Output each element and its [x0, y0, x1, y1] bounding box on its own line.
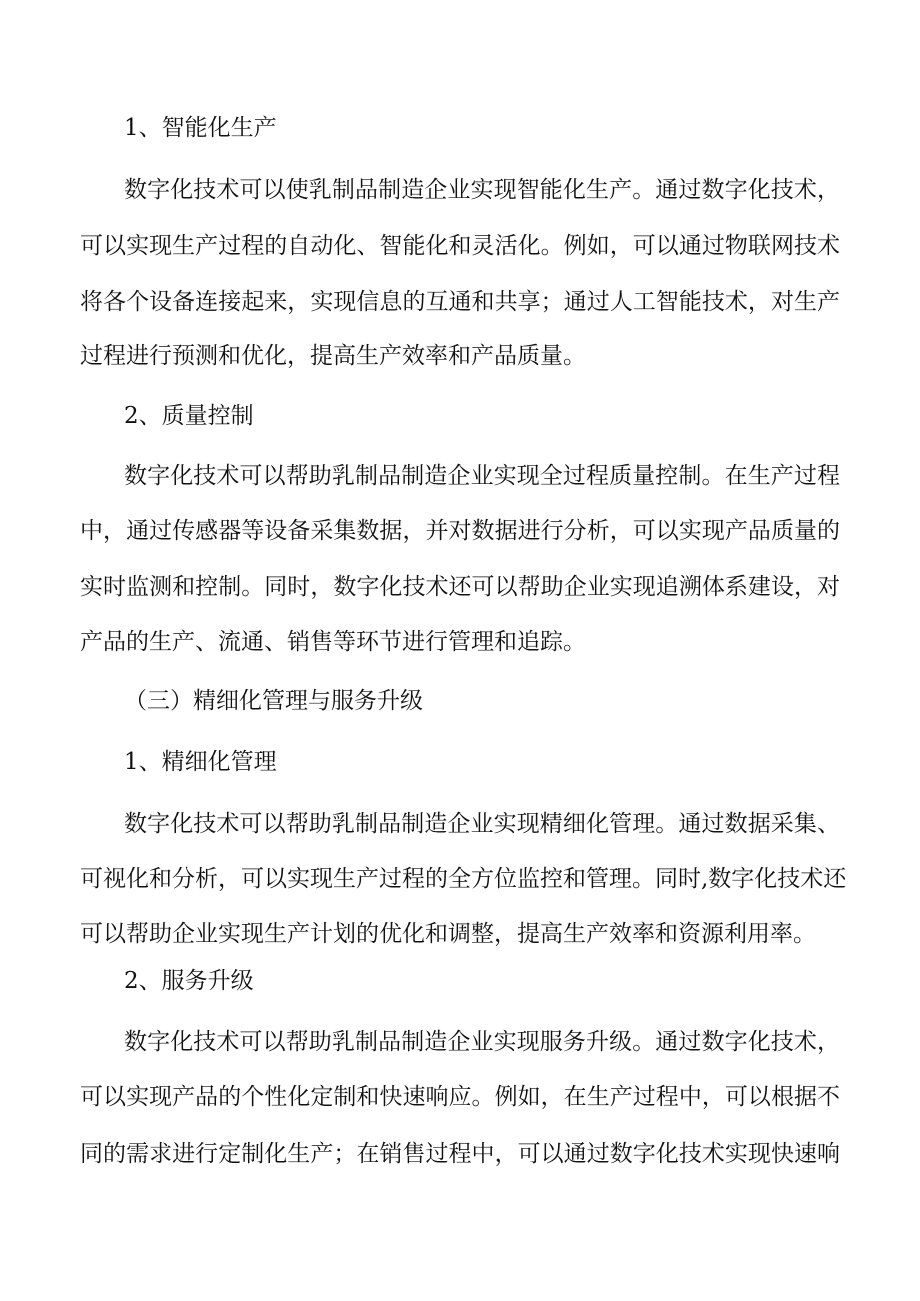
paragraph-line: 可以帮助企业实现生产计划的优化和调整，提高生产效率和资源利用率。 — [80, 921, 816, 947]
subsection-title: （三）精细化管理与服务升级 — [124, 688, 423, 714]
paragraph-line: 数字化技术可以帮助乳制品制造企业实现全过程质量控制。在生产过程 — [124, 463, 840, 489]
paragraph-line: 产品的生产、流通、销售等环节进行管理和追踪。 — [80, 629, 586, 655]
heading-quality-control: 2、质量控制 — [124, 403, 254, 429]
paragraph-line: 可以实现生产过程的自动化、智能化和灵活化。例如，可以通过物联网技术 — [80, 233, 840, 259]
heading-refined-management: 1、精细化管理 — [124, 749, 277, 775]
heading-intelligent-production: 1、智能化生产 — [124, 115, 277, 141]
paragraph-line: 将各个设备连接起来，实现信息的互通和共享；通过人工智能技术，对生产 — [80, 289, 840, 315]
paragraph-line: 同的需求进行定制化生产；在销售过程中，可以通过数字化技术实现快速响 — [80, 1141, 840, 1167]
heading-service-upgrade: 2、服务升级 — [124, 968, 254, 994]
paragraph-line: 过程进行预测和优化，提高生产效率和产品质量。 — [80, 343, 586, 369]
paragraph-line: 数字化技术可以帮助乳制品制造企业实现精细化管理。通过数据采集、 — [124, 811, 840, 837]
paragraph-line: 中，通过传感器等设备采集数据，并对数据进行分析，可以实现产品质量的 — [80, 518, 840, 544]
paragraph-line: 可以实现产品的个性化定制和快速响应。例如，在生产过程中，可以根据不 — [80, 1084, 840, 1110]
paragraph-line: 数字化技术可以使乳制品制造企业实现智能化生产。通过数字化技术， — [124, 177, 840, 203]
paragraph-line: 数字化技术可以帮助乳制品制造企业实现服务升级。通过数字化技术， — [124, 1029, 840, 1055]
paragraph-line: 可视化和分析，可以实现生产过程的全方位监控和管理。同时,数字化技术还 — [80, 866, 847, 892]
paragraph-line: 实时监测和控制。同时，数字化技术还可以帮助企业实现追溯体系建设，对 — [80, 574, 840, 600]
